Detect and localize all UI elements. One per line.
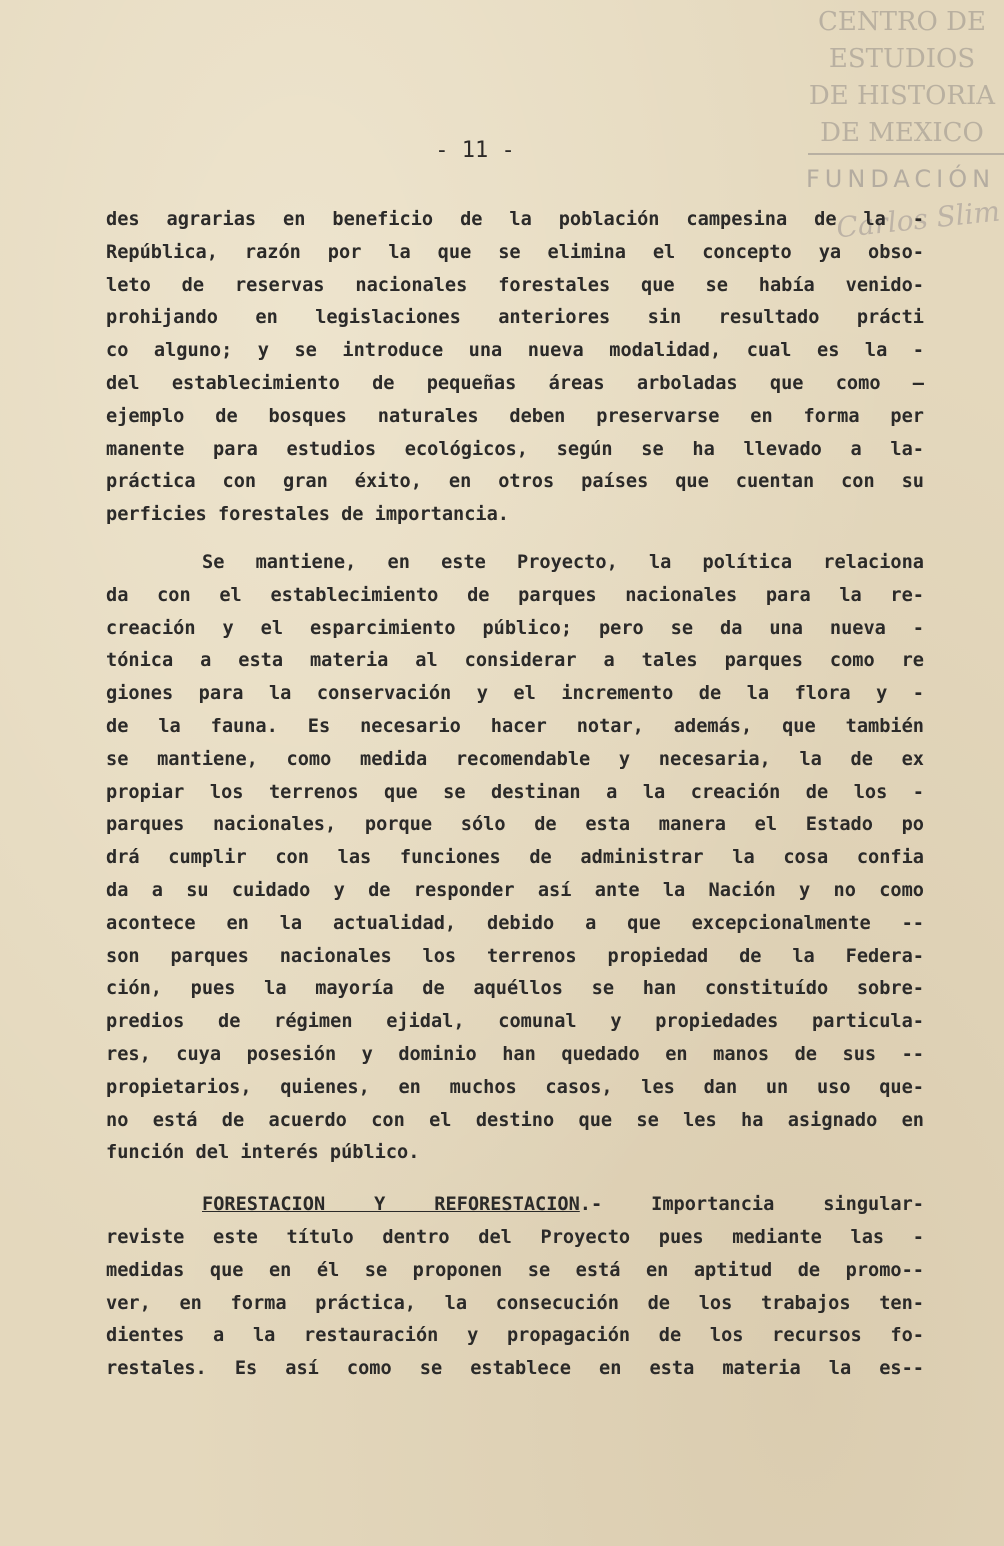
text-line: da a su cuidado y de responder así ante la Nación y no como xyxy=(106,879,924,901)
text-line: ejemplo de bosques naturales deben preservarse en forma per xyxy=(106,405,924,427)
text-line: medidas que en él se proponen se está en aptitud de promo-- xyxy=(106,1259,924,1281)
text-line: drá cumplir con las funciones de administrar la cosa confia xyxy=(106,847,924,869)
text-line: función del interés público. xyxy=(106,1142,420,1164)
text-line: da con el establecimiento de parques nacionales para la re- xyxy=(106,584,924,606)
text-line: creación y el esparcimiento público; pero se da una nueva - xyxy=(106,617,924,639)
watermark-foundation: FUNDACIÓN xyxy=(806,165,996,193)
text-line: dientes a la restauración y propagación de los recursos fo- xyxy=(106,1325,924,1347)
body-text xyxy=(106,204,924,1386)
text-line xyxy=(106,1189,924,1222)
text-line: no está de acuerdo con el destino que se les ha asignado en xyxy=(106,1109,924,1131)
text-line: práctica con gran éxito, en otros países que cuentan con su xyxy=(106,471,924,493)
text-line: Se mantiene, en este Proyecto, la política relaciona xyxy=(202,551,924,573)
watermark-line: CENTRO DE xyxy=(818,7,986,37)
watermark-divider xyxy=(808,153,1004,155)
section-heading: FORESTACION Y REFORESTACION xyxy=(202,1194,580,1216)
paragraph-national-parks xyxy=(106,547,924,1170)
text-line: manente para estudios ecológicos, según se ha llevado a la- xyxy=(106,438,924,460)
text-line: se mantiene, como medida recomendable y necesaria, la de ex xyxy=(106,748,924,770)
watermark-signature: Carlos Slim xyxy=(834,194,1002,245)
paragraph-forestation xyxy=(106,1189,924,1386)
text-line: des agrarias en beneficio de la población campesina de la - xyxy=(106,209,924,230)
text-line: leto de reservas nacionales forestales que se había venido- xyxy=(106,274,924,296)
watermark-line: DE MEXICO xyxy=(820,118,984,148)
page-number: - 11 - xyxy=(435,138,515,163)
text-line: giones para la conservación y el incremento de la flora y - xyxy=(106,683,924,705)
text-line: del establecimiento de pequeñas áreas arboladas que como — xyxy=(106,372,924,394)
text-line: acontece en la actualidad, debido a que excepcionalmente -- xyxy=(106,912,924,934)
text-line: res, cuya posesión y dominio han quedado en manos de sus -- xyxy=(106,1043,924,1065)
text-line: reviste este título dentro del Proyecto pues mediante las - xyxy=(106,1226,924,1248)
text-line: de la fauna. Es necesario hacer notar, además, que también xyxy=(106,715,924,737)
text-line: predios de régimen ejidal, comunal y propiedades particula- xyxy=(106,1011,924,1033)
archive-watermark xyxy=(800,4,1004,152)
text-line: parques nacionales, porque sólo de esta manera el Estado po xyxy=(106,814,924,836)
paragraph-agrarian xyxy=(106,204,924,532)
text-line: ción, pues la mayoría de aquéllos se han constituído sobre- xyxy=(106,978,924,1000)
text-line: prohijando en legislaciones anteriores sin resultado prácti xyxy=(106,307,924,329)
paragraph-spacer xyxy=(106,532,924,547)
text-line: restales. Es así como se establece en esta materia la es-- xyxy=(106,1358,924,1380)
heading-continuation: .- Importancia singular- xyxy=(579,1194,925,1216)
text-line: República, razón por la que se elimina el concepto ya obso- xyxy=(106,241,924,263)
text-line: tónica a esta materia al considerar a tales parques como re xyxy=(106,650,924,672)
text-line: son parques nacionales los terrenos propiedad de la Federa- xyxy=(106,945,924,967)
text-line: perficies forestales de importancia. xyxy=(106,504,509,526)
text-line: ver, en forma práctica, la consecución de los trabajos ten- xyxy=(106,1292,924,1314)
watermark-line: DE HISTORIA xyxy=(808,81,996,111)
watermark-line: ESTUDIOS xyxy=(828,44,976,74)
text-line: propiar los terrenos que se destinan a la creación de los - xyxy=(106,781,924,803)
text-line: propietarios, quienes, en muchos casos, les dan un uso que- xyxy=(106,1076,924,1098)
text-line: co alguno; y se introduce una nueva modalidad, cual es la - xyxy=(106,340,924,362)
paragraph-spacer xyxy=(106,1170,924,1189)
